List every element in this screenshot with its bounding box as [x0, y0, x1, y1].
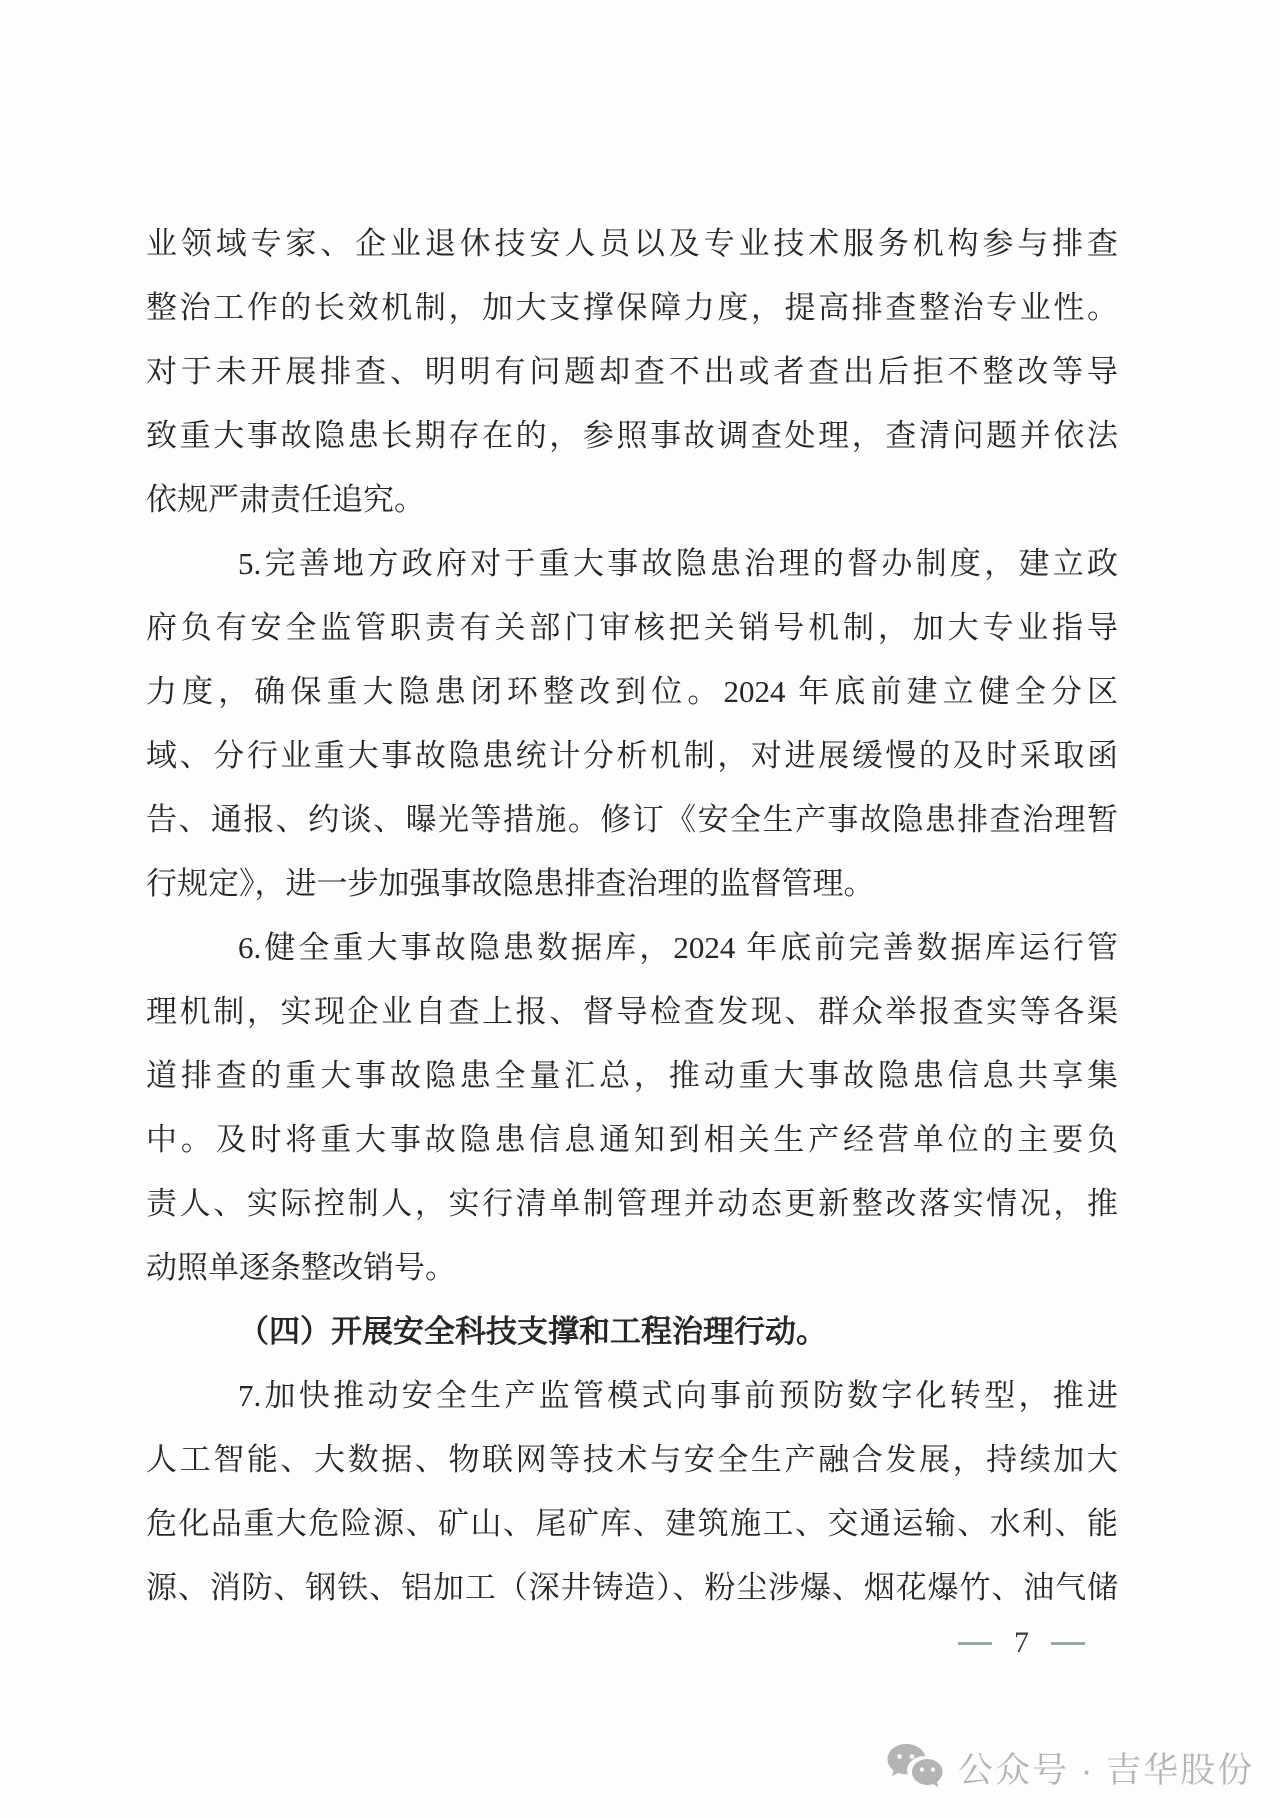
watermark: [886, 1742, 1254, 1794]
watermark-label: 公众号 · 吉华股份: [958, 1751, 1255, 1790]
text-line: 道排查的重大事故隐患全量汇总，推动重大事故隐患信息共享集: [146, 1058, 1118, 1093]
page-number-value: 7: [1014, 1626, 1029, 1659]
document-text-block: [146, 212, 1118, 1620]
text-line: 源、消防、钢铁、铝加工（深井铸造）、粉尘涉爆、烟花爆竹、油气储: [146, 1570, 1118, 1605]
text-line: 业领域专家、企业退休技安人员以及专业技术服务机构参与排查: [146, 226, 1118, 261]
text-line: 域、分行业重大事故隐患统计分析机制，对进展缓慢的及时采取函: [146, 738, 1118, 773]
text-line: 力度，确保重大隐患闭环整改到位。2024 年底前建立健全分区: [146, 674, 1118, 709]
text-line: 理机制，实现企业自查上报、督导检查发现、群众举报查实等各渠: [146, 994, 1118, 1029]
text-line: 府负有安全监管职责有关部门审核把关销号机制，加大专业指导: [146, 610, 1118, 645]
text-line: 告、通报、约谈、曝光等措施。修订《安全生产事故隐患排查治理暂: [146, 802, 1118, 837]
text-line: 责人、实际控制人，实行清单制管理并动态更新整改落实情况，推: [146, 1186, 1118, 1221]
page-number-dash: [1051, 1642, 1085, 1645]
text-line: 对于未开展排查、明明有问题却查不出或者查出后拒不整改等导: [146, 354, 1118, 389]
text-line: 人工智能、大数据、物联网等技术与安全生产融合发展，持续加大: [146, 1442, 1118, 1477]
text-line-item-5: 5.完善地方政府对于重大事故隐患治理的督办制度，建立政: [238, 546, 1118, 581]
text-line: 危化品重大危险源、矿山、尾矿库、建筑施工、交通运输、水利、能: [146, 1506, 1118, 1541]
section-heading: （四）开展安全科技支撑和工程治理行动。: [238, 1314, 827, 1349]
text-line: 整治工作的长效机制，加大支撑保障力度，提高排查整治专业性。: [146, 290, 1118, 325]
page-number: [958, 1628, 1085, 1658]
text-line: 中。及时将重大事故隐患信息通知到相关生产经营单位的主要负: [146, 1122, 1118, 1157]
text-line: 依规严肃责任追究。: [146, 482, 425, 517]
page-number-dash: [958, 1642, 992, 1645]
wechat-logo-icon: [886, 1742, 944, 1794]
text-line: 行规定》，进一步加强事故隐患排查治理的监督管理。: [146, 866, 875, 901]
text-line-item-6: 6.健全重大事故隐患数据库，2024 年底前完善数据库运行管: [238, 930, 1118, 965]
text-line-item-7: 7.加快推动安全生产监管模式向事前预防数字化转型，推进: [238, 1378, 1118, 1413]
text-line: 致重大事故隐患长期存在的，参照事故调查处理，查清问题并依法: [146, 418, 1118, 453]
text-line: 动照单逐条整改销号。: [146, 1250, 456, 1285]
